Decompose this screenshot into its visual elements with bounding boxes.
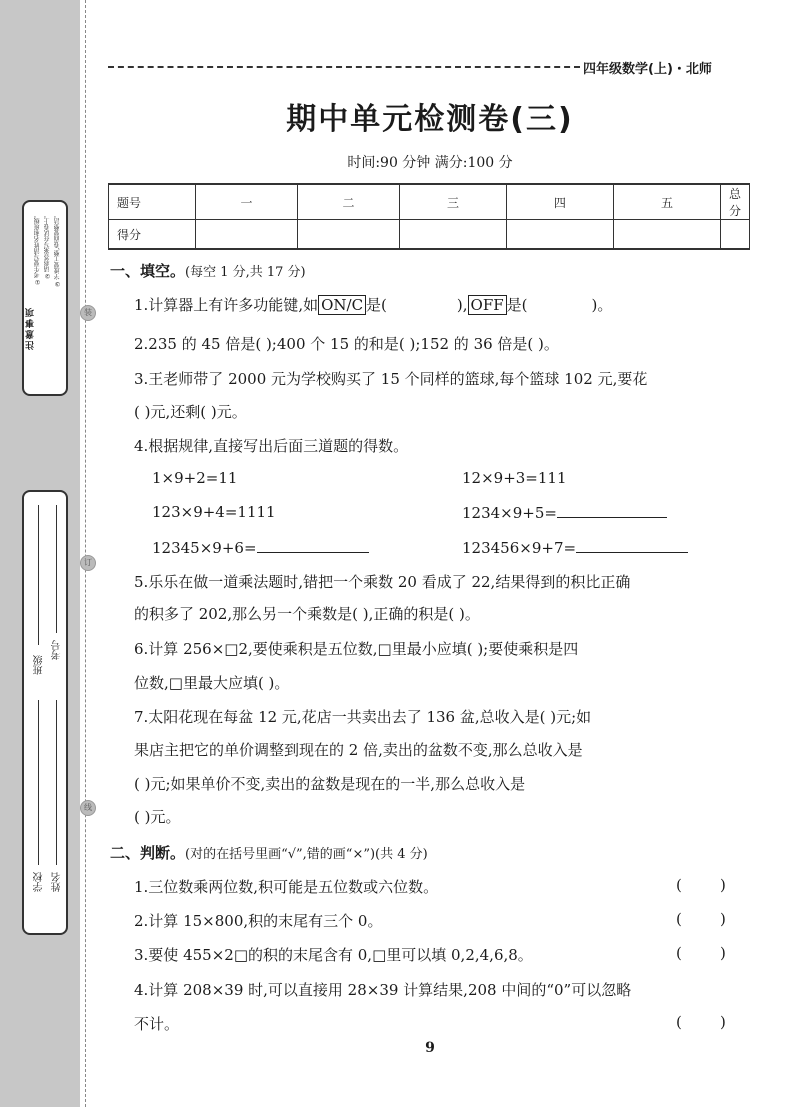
section2-title: 二、判断。 bbox=[110, 844, 186, 862]
cell-5: 五 bbox=[613, 184, 720, 220]
seal-ding: 订 bbox=[80, 555, 96, 571]
seal-xian: 线 bbox=[80, 800, 96, 816]
notice-title: 注意事项 bbox=[26, 306, 36, 350]
score-input-5[interactable] bbox=[613, 220, 720, 250]
q1-4: 4.根据规律,直接写出后面三道题的得数。 bbox=[134, 437, 409, 455]
score-value-row bbox=[109, 220, 750, 250]
answer-blank-eq6[interactable] bbox=[576, 538, 688, 553]
exam-no-line bbox=[56, 505, 57, 633]
school-label: 学校 bbox=[34, 872, 45, 892]
q2-3-answer[interactable]: ( ) bbox=[676, 944, 726, 962]
score-input-4[interactable] bbox=[506, 220, 613, 250]
score-input-2[interactable] bbox=[297, 220, 399, 250]
q1-1-sep: ), bbox=[456, 296, 468, 314]
pattern-eq-4 bbox=[462, 503, 667, 522]
q1-2: 2.235 的 45 倍是( );400 个 15 的和是( );152 的 36 倍是( )。 bbox=[134, 335, 559, 353]
pattern-eq-1: 1×9+2=11 bbox=[152, 469, 238, 487]
on-c-key: ON/C bbox=[318, 295, 366, 315]
q1-5-line1: 5.乐乐在做一道乘法题时,错把一个乘数 20 看成了 22,结果得到的积比正确 bbox=[134, 573, 631, 591]
pattern-eq-3: 123×9+4=1111 bbox=[152, 503, 276, 521]
q1-6-line1: 6.计算 256×□2,要使乘积是五位数,□里最小应填( );要使乘积是四 bbox=[134, 640, 579, 658]
student-info-box bbox=[22, 490, 68, 935]
pattern-eq-5-text: 12345×9+6= bbox=[152, 539, 257, 557]
cell-defen: 得分 bbox=[109, 220, 196, 250]
class-line bbox=[38, 505, 39, 645]
q1-6-line2: 位数,□里最大应填( )。 bbox=[134, 674, 290, 692]
score-input-3[interactable] bbox=[399, 220, 506, 250]
header-rule bbox=[108, 66, 580, 68]
cell-total: 总分 bbox=[720, 184, 749, 220]
class-label: 班级 bbox=[34, 655, 45, 675]
q1-1-blank1-open: 是( bbox=[366, 296, 387, 314]
pattern-eq-5 bbox=[152, 538, 369, 557]
cell-tihao: 题号 bbox=[109, 184, 196, 220]
school-line bbox=[38, 700, 39, 865]
off-key: OFF bbox=[468, 295, 507, 315]
q2-4-answer[interactable]: ( ) bbox=[676, 1013, 726, 1031]
q2-4-line2: 不计。 bbox=[134, 1015, 180, 1033]
q2-3: 3.要使 455×2□的积的末尾含有 0,□里可以填 0,2,4,6,8。 bbox=[134, 946, 533, 964]
cell-2: 二 bbox=[297, 184, 399, 220]
q2-2-answer[interactable]: ( ) bbox=[676, 910, 726, 928]
q1-5-line2: 的积多了 202,那么另一个乘数是( ),正确的积是( )。 bbox=[134, 605, 480, 623]
cell-1: 一 bbox=[195, 184, 297, 220]
q1-7-line4: ( )元。 bbox=[134, 808, 181, 826]
answer-blank-eq5[interactable] bbox=[257, 538, 369, 553]
q2-1-answer[interactable]: ( ) bbox=[676, 876, 726, 894]
cell-3: 三 bbox=[399, 184, 506, 220]
page-number: 9 bbox=[425, 1040, 435, 1056]
section1-title: 一、填空。 bbox=[110, 262, 186, 280]
score-input-1[interactable] bbox=[195, 220, 297, 250]
q1-7-line2: 果店主把它的单价调整到现在的 2 倍,卖出的盆数不变,那么总收入是 bbox=[134, 741, 583, 759]
q1-1-end: )。 bbox=[591, 296, 613, 314]
q1-7-line3: ( )元;如果单价不变,卖出的盆数是现在的一半,那么总收入是 bbox=[134, 775, 526, 793]
pattern-eq-2: 12×9+3=111 bbox=[462, 469, 567, 487]
notice-line-1: ①考生要写清姓名和班级。 bbox=[34, 212, 41, 285]
book-label: 四年级数学(上)・北师 bbox=[583, 62, 712, 77]
cell-4: 四 bbox=[506, 184, 613, 220]
name-label: 姓名 bbox=[52, 872, 63, 892]
exam-subtitle: 时间:90 分钟 满分:100 分 bbox=[347, 155, 513, 171]
section1-note: (每空 1 分,共 17 分) bbox=[185, 265, 306, 280]
q1-7-line1: 7.太阳花现在每盆 12 元,花店一共卖出去了 136 盆,总收入是( )元;如 bbox=[134, 708, 592, 726]
q2-4-line1: 4.计算 208×39 时,可以直接用 28×39 计算结果,208 中间的“0”可以忽略 bbox=[134, 981, 632, 999]
seal-zhuang: 装 bbox=[80, 305, 96, 321]
name-line bbox=[56, 700, 57, 865]
q1-3-line2: ( )元,还剩( )元。 bbox=[134, 403, 247, 421]
q1-1 bbox=[134, 294, 612, 315]
section2-heading bbox=[110, 842, 428, 863]
exam-no-label: 考号 bbox=[52, 640, 63, 660]
section2-note: (对的在括号里画“√”,错的画“×”)(共 4 分) bbox=[185, 847, 428, 862]
q1-1-text: 1.计算器上有许多功能键,如 bbox=[134, 296, 319, 314]
section1-heading bbox=[110, 260, 306, 281]
pattern-eq-4-text: 1234×9+5= bbox=[462, 504, 557, 522]
score-header-row bbox=[109, 184, 750, 220]
pattern-eq-6 bbox=[462, 538, 688, 557]
q1-3-line1: 3.王老师带了 2000 元为学校购买了 15 个同样的篮球,每个篮球 102 元,要花 bbox=[134, 370, 648, 388]
score-table bbox=[108, 183, 750, 250]
answer-blank-eq4[interactable] bbox=[557, 503, 667, 518]
notice-line-3: ③字迹要工整,卷面要整洁。 bbox=[54, 212, 61, 287]
notice-line-2: ②请将答案写在试卷上。 bbox=[44, 212, 51, 279]
pattern-eq-6-text: 123456×9+7= bbox=[462, 539, 577, 557]
q1-1-blank2-open: 是( bbox=[506, 296, 528, 314]
page-title: 期中单元检测卷(三) bbox=[286, 102, 574, 137]
q2-2: 2.计算 15×800,积的末尾有三个 0。 bbox=[134, 912, 383, 930]
q2-1: 1.三位数乘两位数,积可能是五位数或六位数。 bbox=[134, 878, 439, 896]
score-input-total[interactable] bbox=[720, 220, 749, 250]
